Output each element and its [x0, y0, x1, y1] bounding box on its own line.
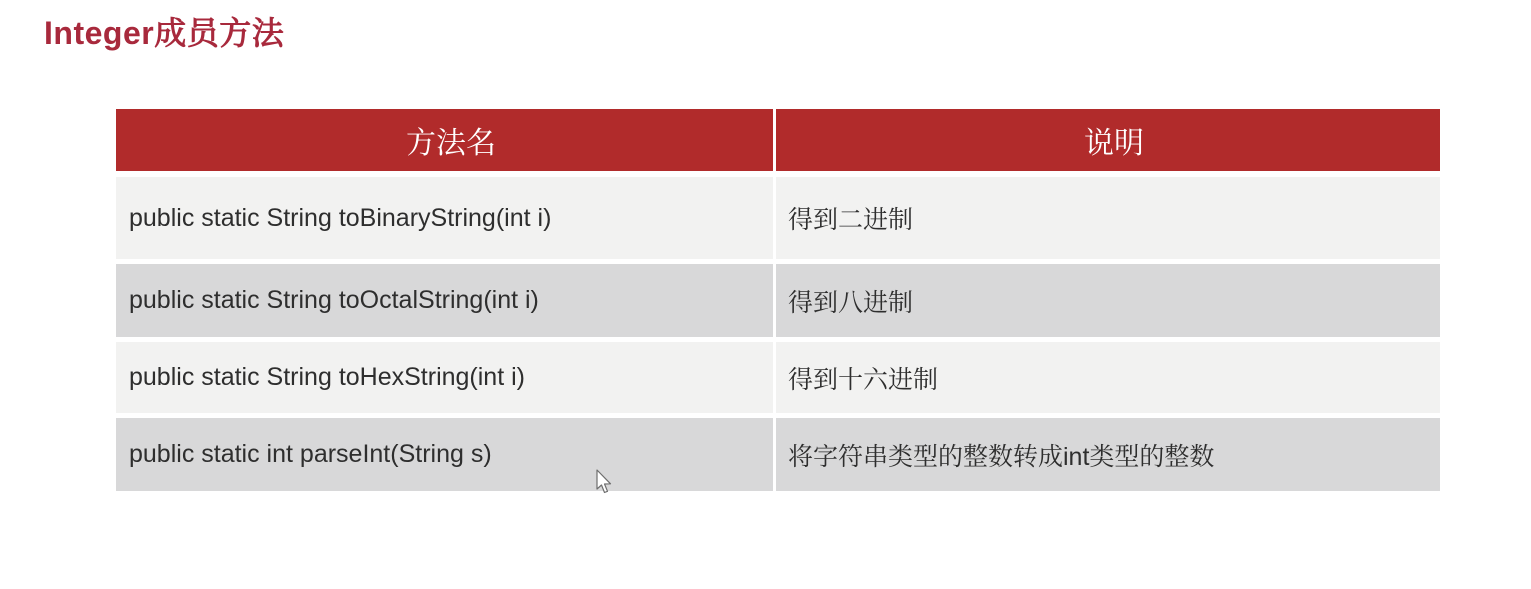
method-cell: public static String toHexString(int i) [116, 342, 773, 413]
table-row [116, 177, 1440, 259]
table-header-description: 说明 [776, 109, 1440, 171]
description-cell: 将字符串类型的整数转成int类型的整数 [776, 418, 1440, 491]
table-row [116, 264, 1440, 337]
method-cell: public static String toBinaryString(int i) [116, 177, 773, 259]
description-cell: 得到八进制 [776, 264, 1440, 337]
description-cell: 得到二进制 [776, 177, 1440, 259]
table-header-method-name: 方法名 [116, 109, 773, 171]
methods-table [116, 109, 1440, 491]
method-cell: public static int parseInt(String s) [116, 418, 773, 491]
page-title: Integer成员方法 [44, 15, 285, 51]
table-row [116, 418, 1440, 491]
method-cell: public static String toOctalString(int i) [116, 264, 773, 337]
table-row [116, 342, 1440, 413]
description-cell: 得到十六进制 [776, 342, 1440, 413]
table-header-row [116, 109, 1440, 171]
